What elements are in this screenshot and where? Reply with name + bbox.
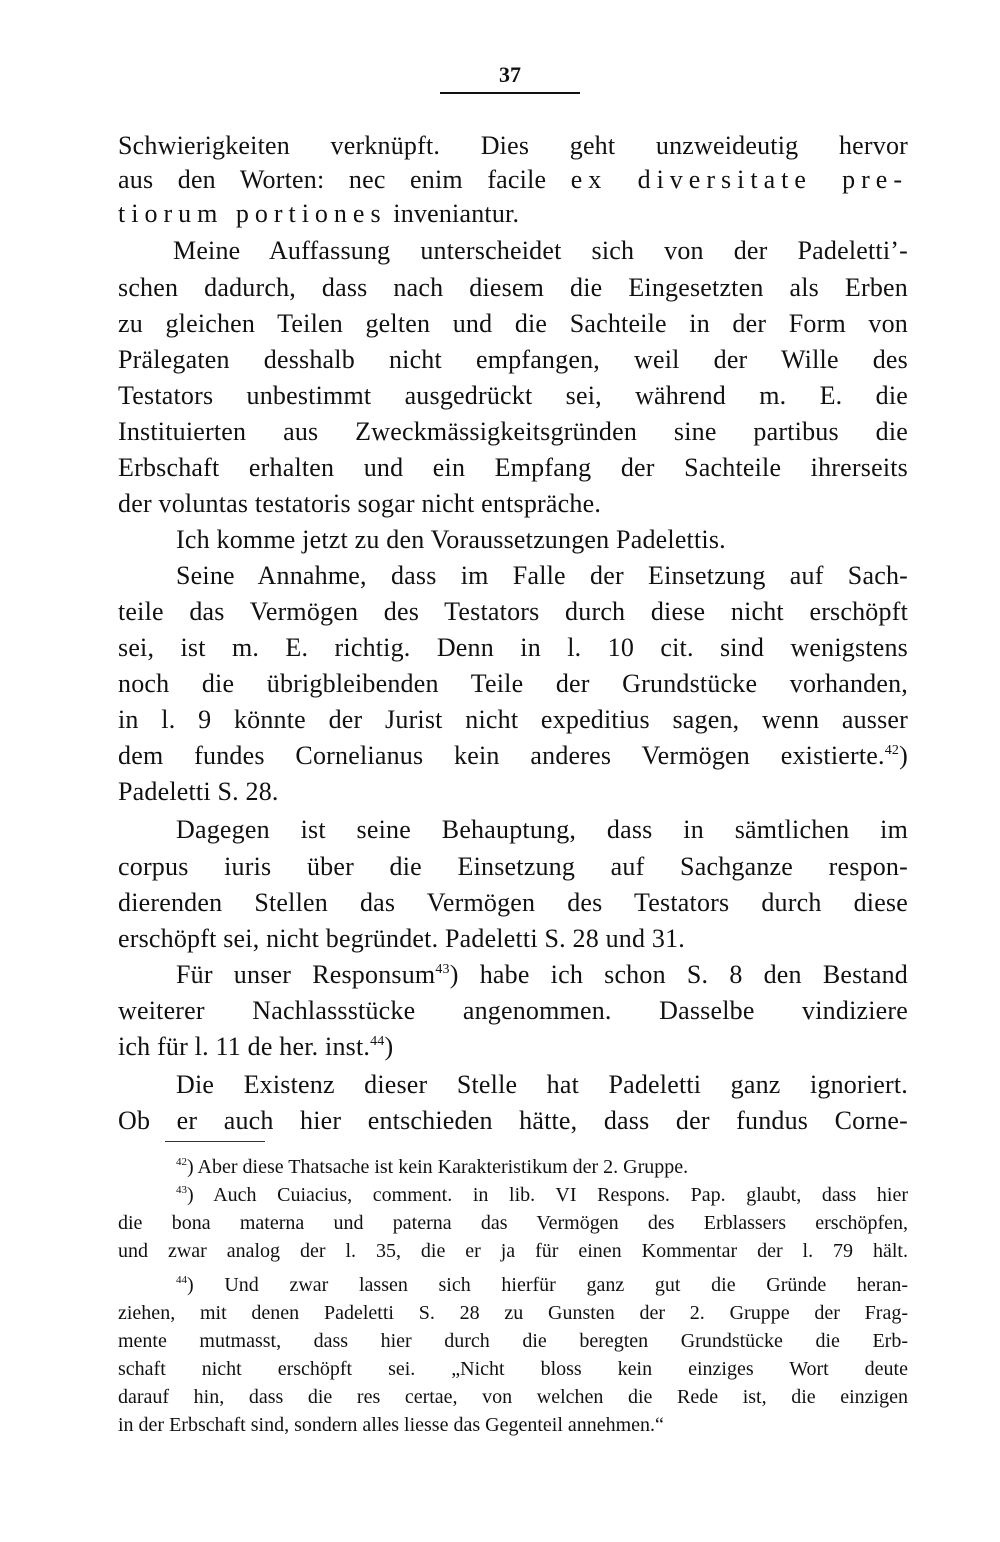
- footnote-line: $^{42}$) Aber diese Thatsache ist kein Karakteristikum der 2. Gruppe.: [176, 1156, 689, 1178]
- body-line: ich für l. 11 de her. inst.$^{44}$): [118, 1032, 394, 1061]
- body-line: tiorum portiones inveniantur.: [118, 199, 520, 228]
- footnote-line: die bona materna und paterna das Vermögen des Erblassers erschöpfen,: [118, 1212, 908, 1234]
- footnote-ref: 44: [370, 1034, 385, 1049]
- footnote-ref: 43: [435, 962, 450, 977]
- body-line: dierenden Stellen das Vermögen des Testators durch diese: [118, 888, 908, 917]
- footnote-line: darauf hin, dass die res certae, von welchen die Rede ist, die einzigen: [118, 1386, 908, 1408]
- body-line: sei, ist m. E. richtig. Denn in l. 10 cit. sind wenigstens: [118, 633, 908, 662]
- footnote-line: mente mutmasst, dass hier durch die beregten Grundstücke die Erb-: [118, 1330, 908, 1352]
- body-line: der voluntas testatoris sogar nicht entspräche.: [118, 489, 602, 518]
- body-line: Für unser Responsum$^{43}$) habe ich schon S. 8 den Bestand: [176, 960, 908, 989]
- body-line: Ich komme jetzt zu den Voraussetzungen Padelettis.: [176, 525, 726, 554]
- body-line: in l. 9 könnte der Jurist nicht expeditius sagen, wenn ausser: [118, 705, 908, 734]
- body-line: Meine Auffassung unterscheidet sich von der Padeletti’-: [173, 236, 908, 265]
- page-number: 37: [499, 62, 521, 87]
- body-line: Seine Annahme, dass im Falle der Einsetzung auf Sach-: [176, 561, 908, 590]
- body-line: Die Existenz dieser Stelle hat Padeletti ganz ignoriert.: [176, 1070, 908, 1099]
- footnote-line: ziehen, mit denen Padeletti S. 28 zu Gunsten der 2. Gruppe der Frag-: [118, 1302, 908, 1324]
- body-line: Prälegaten desshalb nicht empfangen, weil der Wille des: [118, 345, 908, 374]
- body-line: noch die übrigbleibenden Teile der Grundstücke vorhanden,: [118, 669, 908, 698]
- body-line: Ob er auch hier entschieden hätte, dass der fundus Corne-: [118, 1106, 908, 1135]
- footnote-line: und zwar analog der l. 35, die er ja für einen Kommentar der l. 79 hält.: [118, 1240, 908, 1262]
- footnote-line: $^{44}$) Und zwar lassen sich hierfür ganz gut die Gründe heran-: [176, 1274, 908, 1296]
- body-line: Dagegen ist seine Behauptung, dass in sämtlichen im: [176, 815, 908, 844]
- footnote-line: schaft nicht erschöpft sei. „Nicht bloss kein einziges Wort deute: [118, 1358, 908, 1380]
- body-line: erschöpft sei, nicht begründet. Padeletti S. 28 und 31.: [118, 924, 686, 953]
- header-rule: [440, 92, 580, 94]
- spaced-emphasis: tiorum portiones: [118, 199, 387, 228]
- body-line: corpus iuris über die Einsetzung auf Sachganze respon-: [118, 852, 908, 881]
- body-line: Padeletti S. 28.: [118, 777, 279, 806]
- body-line: Testators unbestimmt ausgedrückt sei, während m. E. die: [118, 381, 908, 410]
- footnote-ref: 42: [884, 743, 900, 758]
- footnote-line: in der Erbschaft sind, sondern alles liesse das Gegenteil annehmen.“: [118, 1414, 664, 1436]
- footnote-rule: [165, 1141, 265, 1142]
- body-line: weiterer Nachlassstücke angenommen. Dasselbe vindiziere: [118, 996, 908, 1025]
- body-line: zu gleichen Teilen gelten und die Sachteile in der Form von: [118, 309, 908, 338]
- body-line: teile das Vermögen des Testators durch diese nicht erschöpft: [118, 597, 908, 626]
- body-line: aus den Worten: nec enim facile ex diversitate pre-: [118, 165, 909, 194]
- body-line: schen dadurch, dass nach diesem die Eingesetzten als Erben: [118, 273, 908, 302]
- body-line: dem fundes Cornelianus kein anderes Vermögen existierte.$^{42}$): [118, 741, 908, 770]
- body-line: Instituierten aus Zweckmässigkeitsgründen sine partibus die: [118, 417, 908, 446]
- footnote-line: $^{43}$) Auch Cuiacius, comment. in lib. VI Respons. Pap. glaubt, dass hier: [176, 1184, 908, 1206]
- body-line: Schwierigkeiten verknüpft. Dies geht unzweideutig hervor: [118, 131, 908, 160]
- body-line: Erbschaft erhalten und ein Empfang der Sachteile ihrerseits: [118, 453, 908, 482]
- spaced-emphasis: ex diversitate pre-: [570, 165, 909, 194]
